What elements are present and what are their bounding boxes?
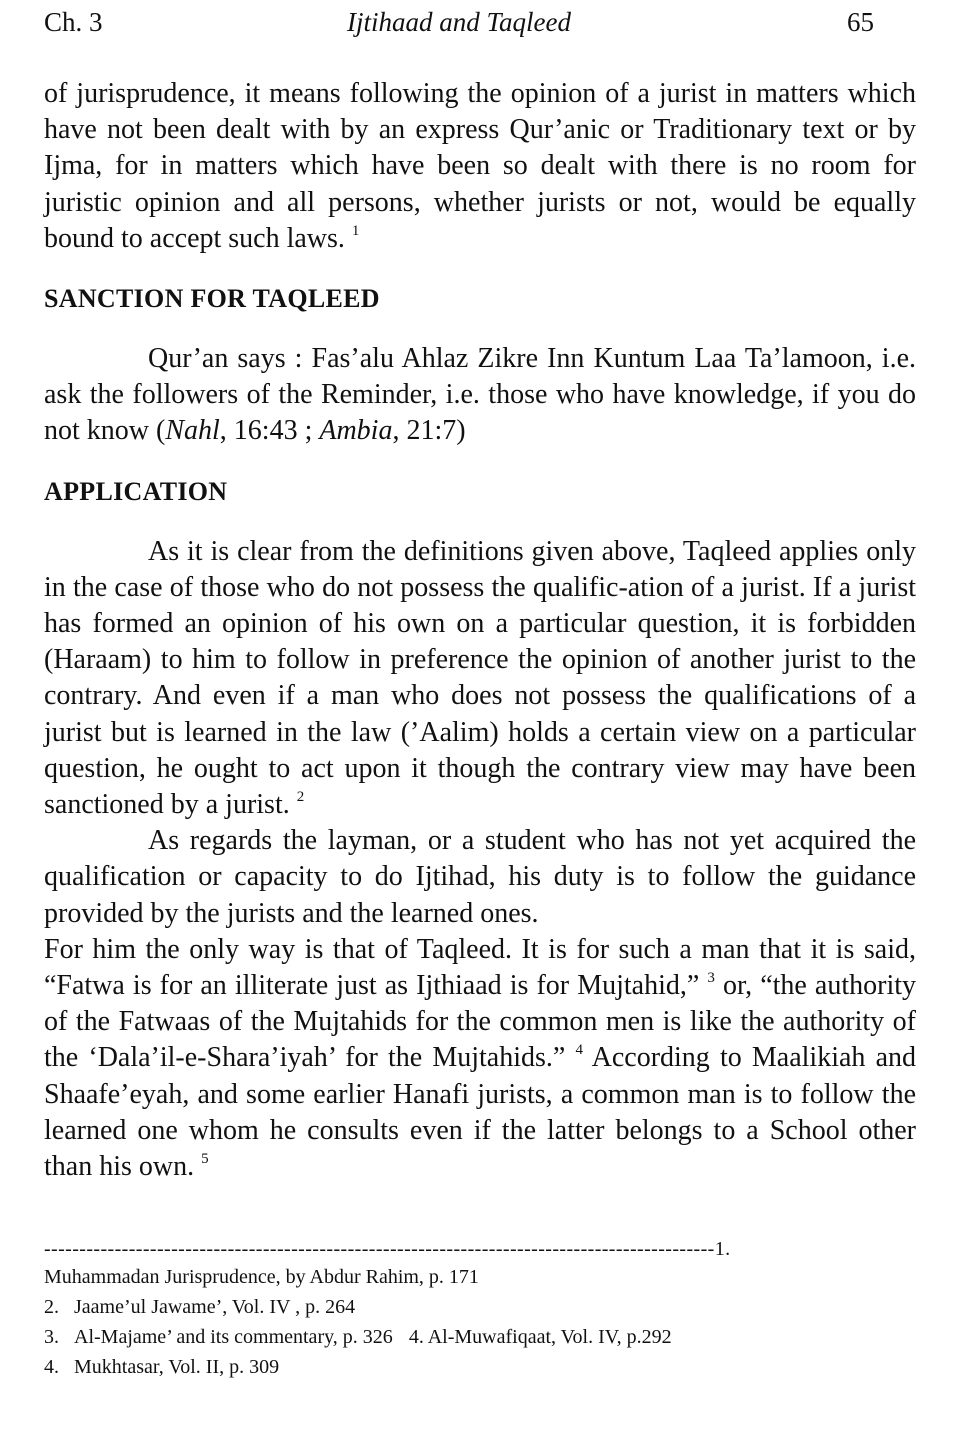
application-text-3a: For him the only way is that of Taqleed. It is for such a man that it is said, “Fatwa is for an illiterate just as Ijthiaad is for Mujtahid,” xyxy=(44,933,916,1002)
footnote-ref-4: 4 xyxy=(575,1042,583,1059)
footnote-3 xyxy=(44,1322,916,1352)
running-title: Ijtihaad and Taqleed xyxy=(346,7,571,37)
application-paragraph-2 xyxy=(44,823,916,932)
footnote-3-number: 3. xyxy=(44,1326,59,1348)
sanction-mid: , 16:43 ; xyxy=(219,415,320,447)
application-text-3b: or, “the authority of the Fatwaas of the Mujtahids for the common men is like the authority of the ‘Dala’il-e-Shara’iyah’ for the Mujtahids.” xyxy=(44,970,917,1074)
footnote-3-text: Al-Majame’ and its commentary, p. 326 xyxy=(74,1326,393,1348)
footnote-ref-1: 1 xyxy=(351,222,360,239)
footnote-4-number: 4. xyxy=(44,1356,59,1378)
footnote-3b-number: 4. xyxy=(408,1326,424,1348)
page-body xyxy=(44,76,916,1185)
footnote-1: Muhammadan Jurisprudence, by Abdur Rahim, p. 171 xyxy=(44,1266,479,1288)
sanction-text: Qur’an says : Fas’alu Ahlaz Zikre Inn Kuntum Laa Ta’lamoon, i.e. ask the followers of the Reminder, i.e. those who have knowledge, if you do not know ( xyxy=(44,343,916,447)
application-text-2: As regards the layman, or a student who has not yet acquired the qualification or capacity to do Ijtihad, his duty is to follow the guidance provided by the jurists and the learned ones. xyxy=(44,825,916,929)
footnote-2 xyxy=(44,1292,916,1322)
sanction-end: , 21:7) xyxy=(392,415,466,447)
footnote-ref-5: 5 xyxy=(201,1151,209,1168)
footnote-4-text: Mukhtasar, Vol. II, p. 309 xyxy=(74,1356,280,1378)
intro-text: of jurisprudence, it means following the opinion of a jurist in matters which have not been dealt with by an express Qur’anic or Traditionary text or by Ijma, for in matters which have been so dealt with there is no room for juristic opinion and all persons, whether jurists or not, would be equally bound to accept such laws. xyxy=(44,78,916,254)
chapter-label: Ch. 3 xyxy=(44,7,103,37)
footnote-3b-text: Al-Muwafiqaat, Vol. IV, p.292 xyxy=(427,1326,672,1348)
citation-ambia: Ambia xyxy=(319,415,393,447)
intro-paragraph xyxy=(44,76,916,257)
footnotes xyxy=(44,1236,916,1382)
application-text-3c: According to Maalikiah and Shaafe’eyah, and some earlier Hanafi jurists, a common man is to follow the learned one whom he consults even if the latter belongs to a School other than his own. xyxy=(44,1042,916,1183)
heading-sanction: SANCTION FOR TAQLEED xyxy=(44,284,380,314)
heading-application: APPLICATION xyxy=(44,476,228,506)
footnote-ref-3: 3 xyxy=(707,970,715,987)
sanction-paragraph xyxy=(44,341,916,450)
footnote-4 xyxy=(44,1352,916,1382)
application-paragraph-1 xyxy=(44,534,916,824)
footnote-2-text: Jaame’ul Jawame’, Vol. IV , p. 264 xyxy=(74,1296,356,1318)
footnote-ref-2: 2 xyxy=(296,789,305,806)
footnote-rule: -----------------------------------------------------------------------------------------------1. xyxy=(44,1238,731,1260)
footnote-2-number: 2. xyxy=(44,1296,59,1318)
page-number: 65 xyxy=(847,7,874,37)
running-header xyxy=(44,4,874,40)
application-text-1: As it is clear from the definitions given above, Taqleed applies only in the case of those who do not possess the qualific-ation of a jurist. If a jurist has formed an opinion of his own on a particular question, it is forbidden (Haraam) to him to follow in preference the opinion of another jurist to the contrary. And even if a man who does not possess the qualifications of a jurist but is learned in the law (’Aalim) holds a certain view on a particular question, he ought to act upon it though the contrary view may have been sanctioned by a jurist. xyxy=(44,535,916,821)
application-paragraph-3 xyxy=(44,932,916,1185)
citation-nahl: Nahl xyxy=(165,415,220,447)
